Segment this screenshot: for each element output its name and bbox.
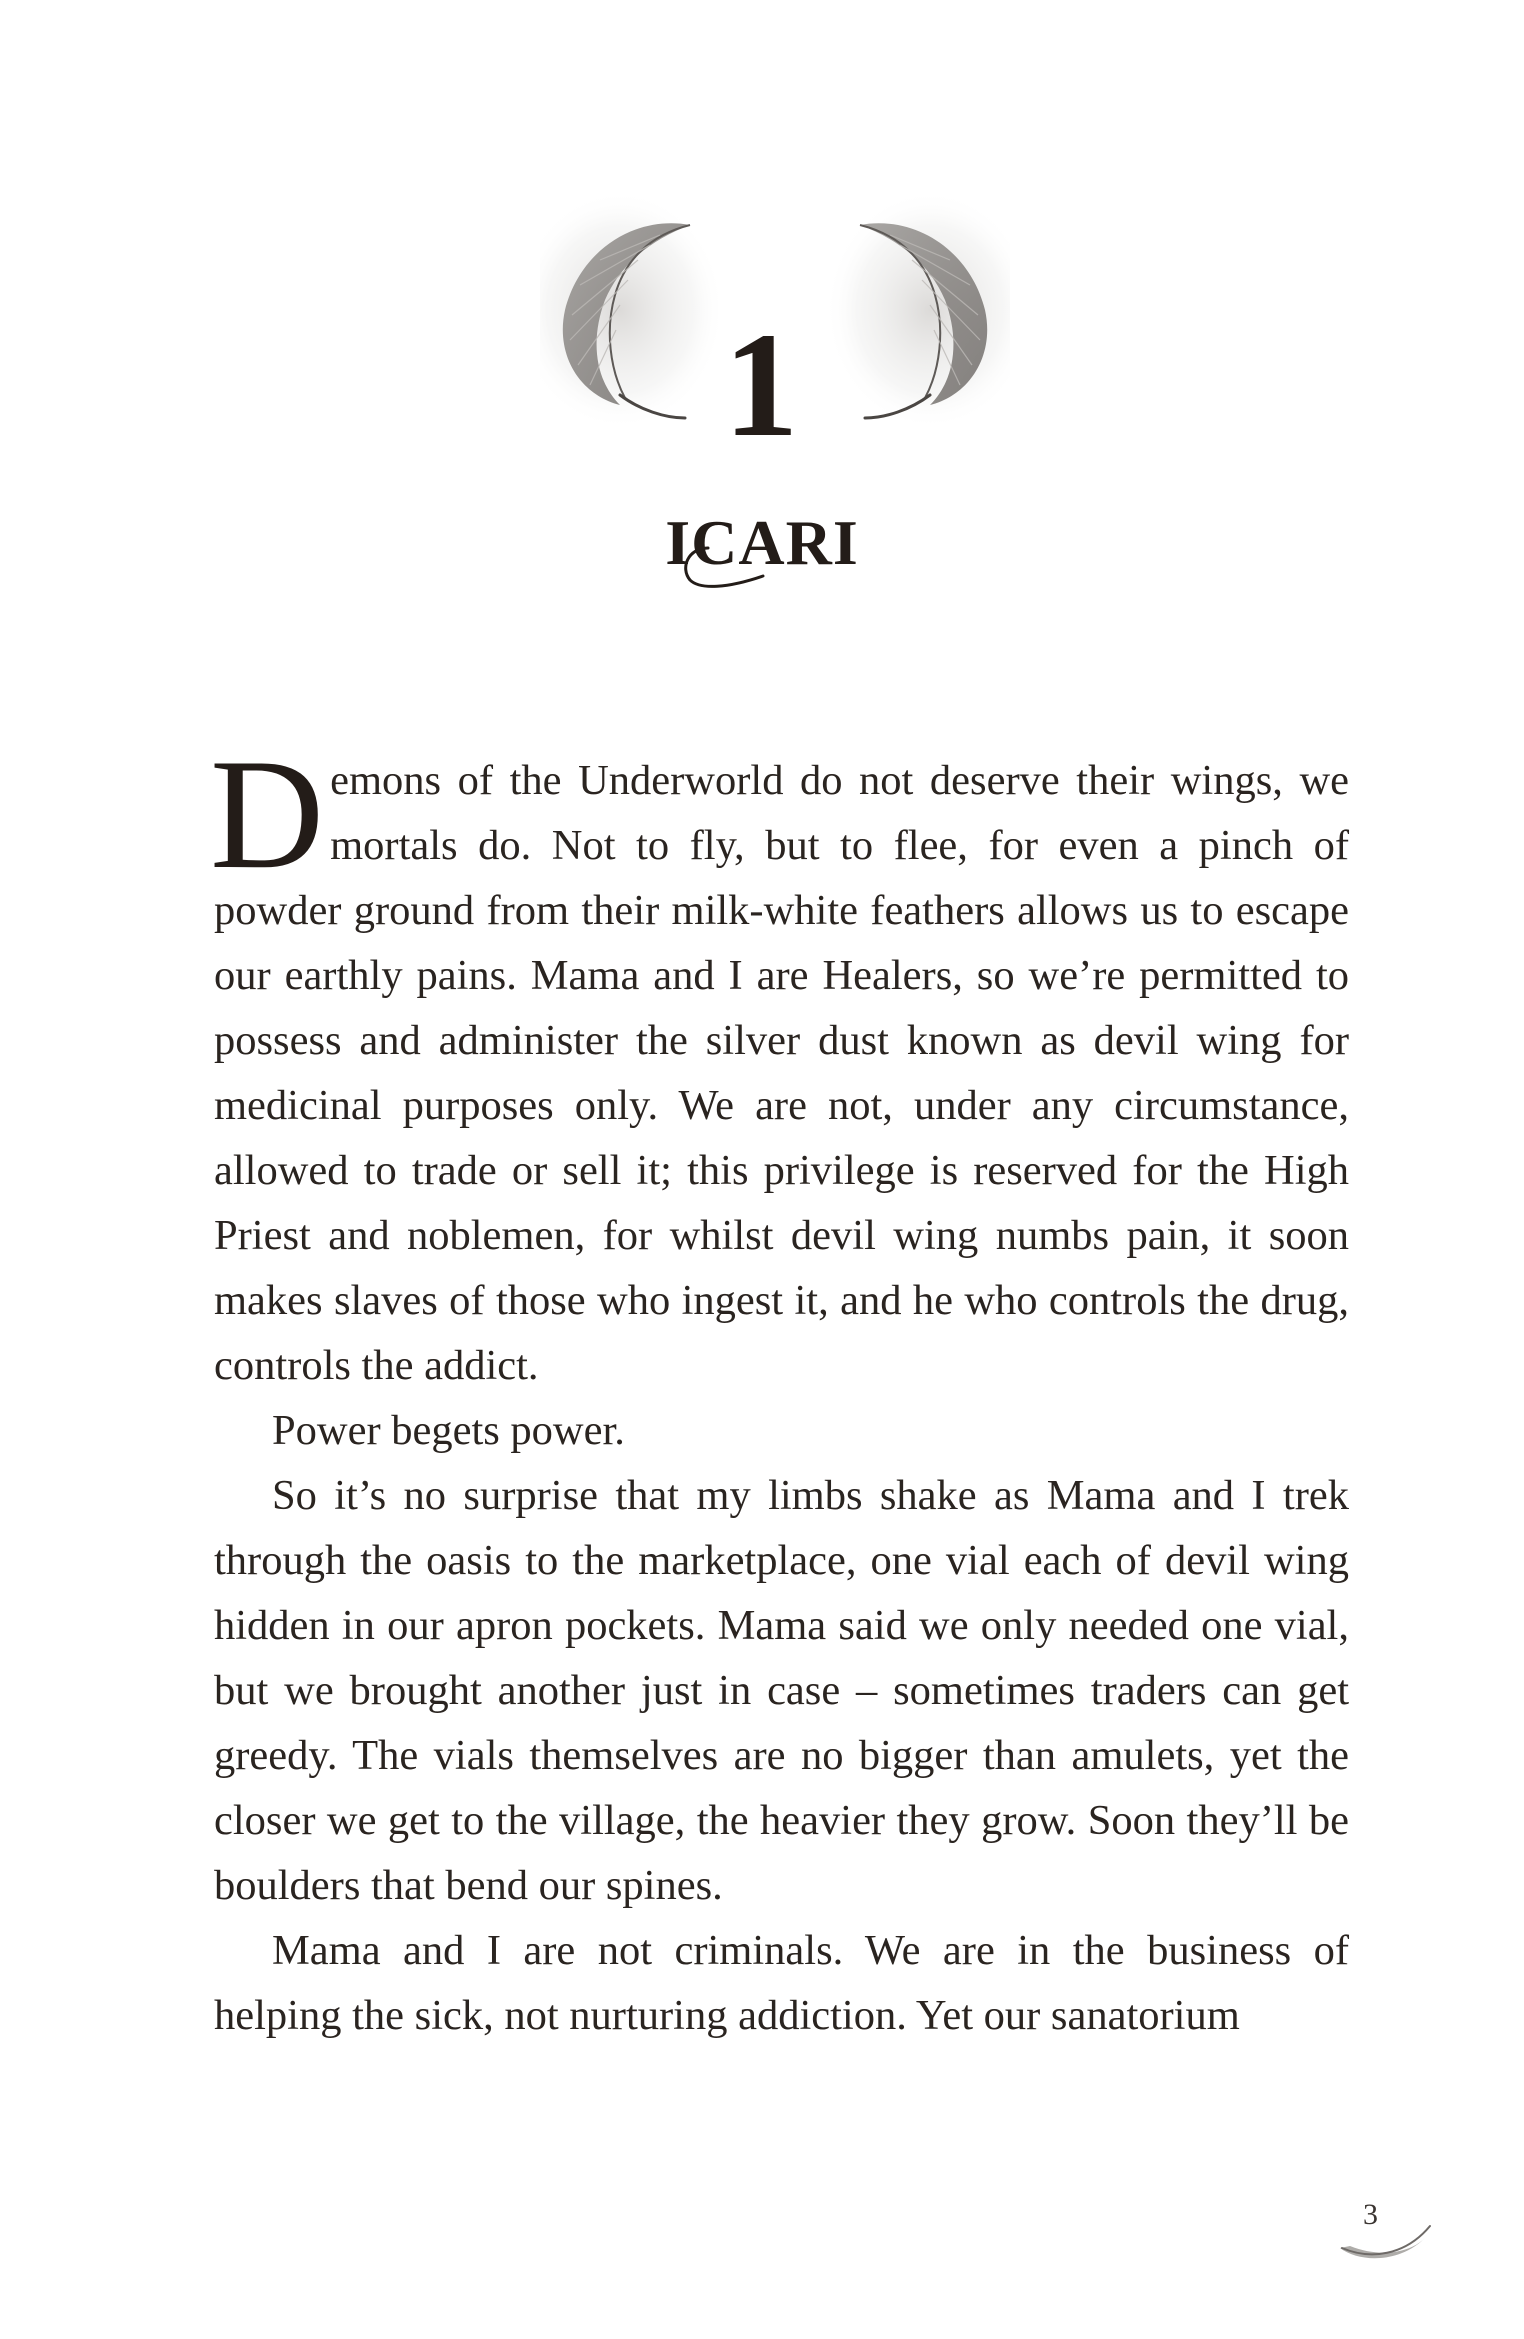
- page-number: 3: [1363, 2198, 1378, 2231]
- chapter-header: [0, 190, 1524, 610]
- page-footer: [1300, 2180, 1450, 2270]
- paragraph: Power begets power.: [272, 1407, 625, 1454]
- feather-icon: [1330, 2208, 1440, 2268]
- drop-cap: D: [210, 727, 325, 902]
- paragraph: So it’s no surprise that my limbs shake as Mama and I trek through the oasis to the marketplace, one vial each of devil wing hidden in our apron pockets. Mama said we only needed one vial, but we brought another just in case – sometimes traders can get greedy. The vials themselves are no bigger than amulets, yet the closer we get to the village, the heavier they grow. Soon they’ll be boulders that bend our spines.: [214, 1472, 1349, 1909]
- chapter-title: ICARI: [665, 507, 859, 578]
- paragraph: Mama and I are not criminals. We are in the business of helping the sick, not nurturing addiction. Yet our sanatorium: [214, 1927, 1349, 2039]
- paragraph: [210, 727, 1349, 1398]
- paragraph-text: emons of the Underworld do not deserve their wings, we mortals do. Not to fly, but to flee, for even a pinch of powder ground from their milk-white feathers allows us to escape our earthly pains. Mama and I are Healers, so we’re permitted to possess and administer the silver dust known as devil wing for medicinal purposes only. We are not, under any circumstance, allowed to trade or sell it; this privilege is reserved for the High Priest and noblemen, for whilst devil wing numbs pain, it soon makes slaves of those who ingest it, and he who controls the drug, controls the addict.: [214, 757, 1349, 1389]
- chapter-number: 1: [723, 302, 801, 468]
- chapter-body: [210, 727, 1349, 2048]
